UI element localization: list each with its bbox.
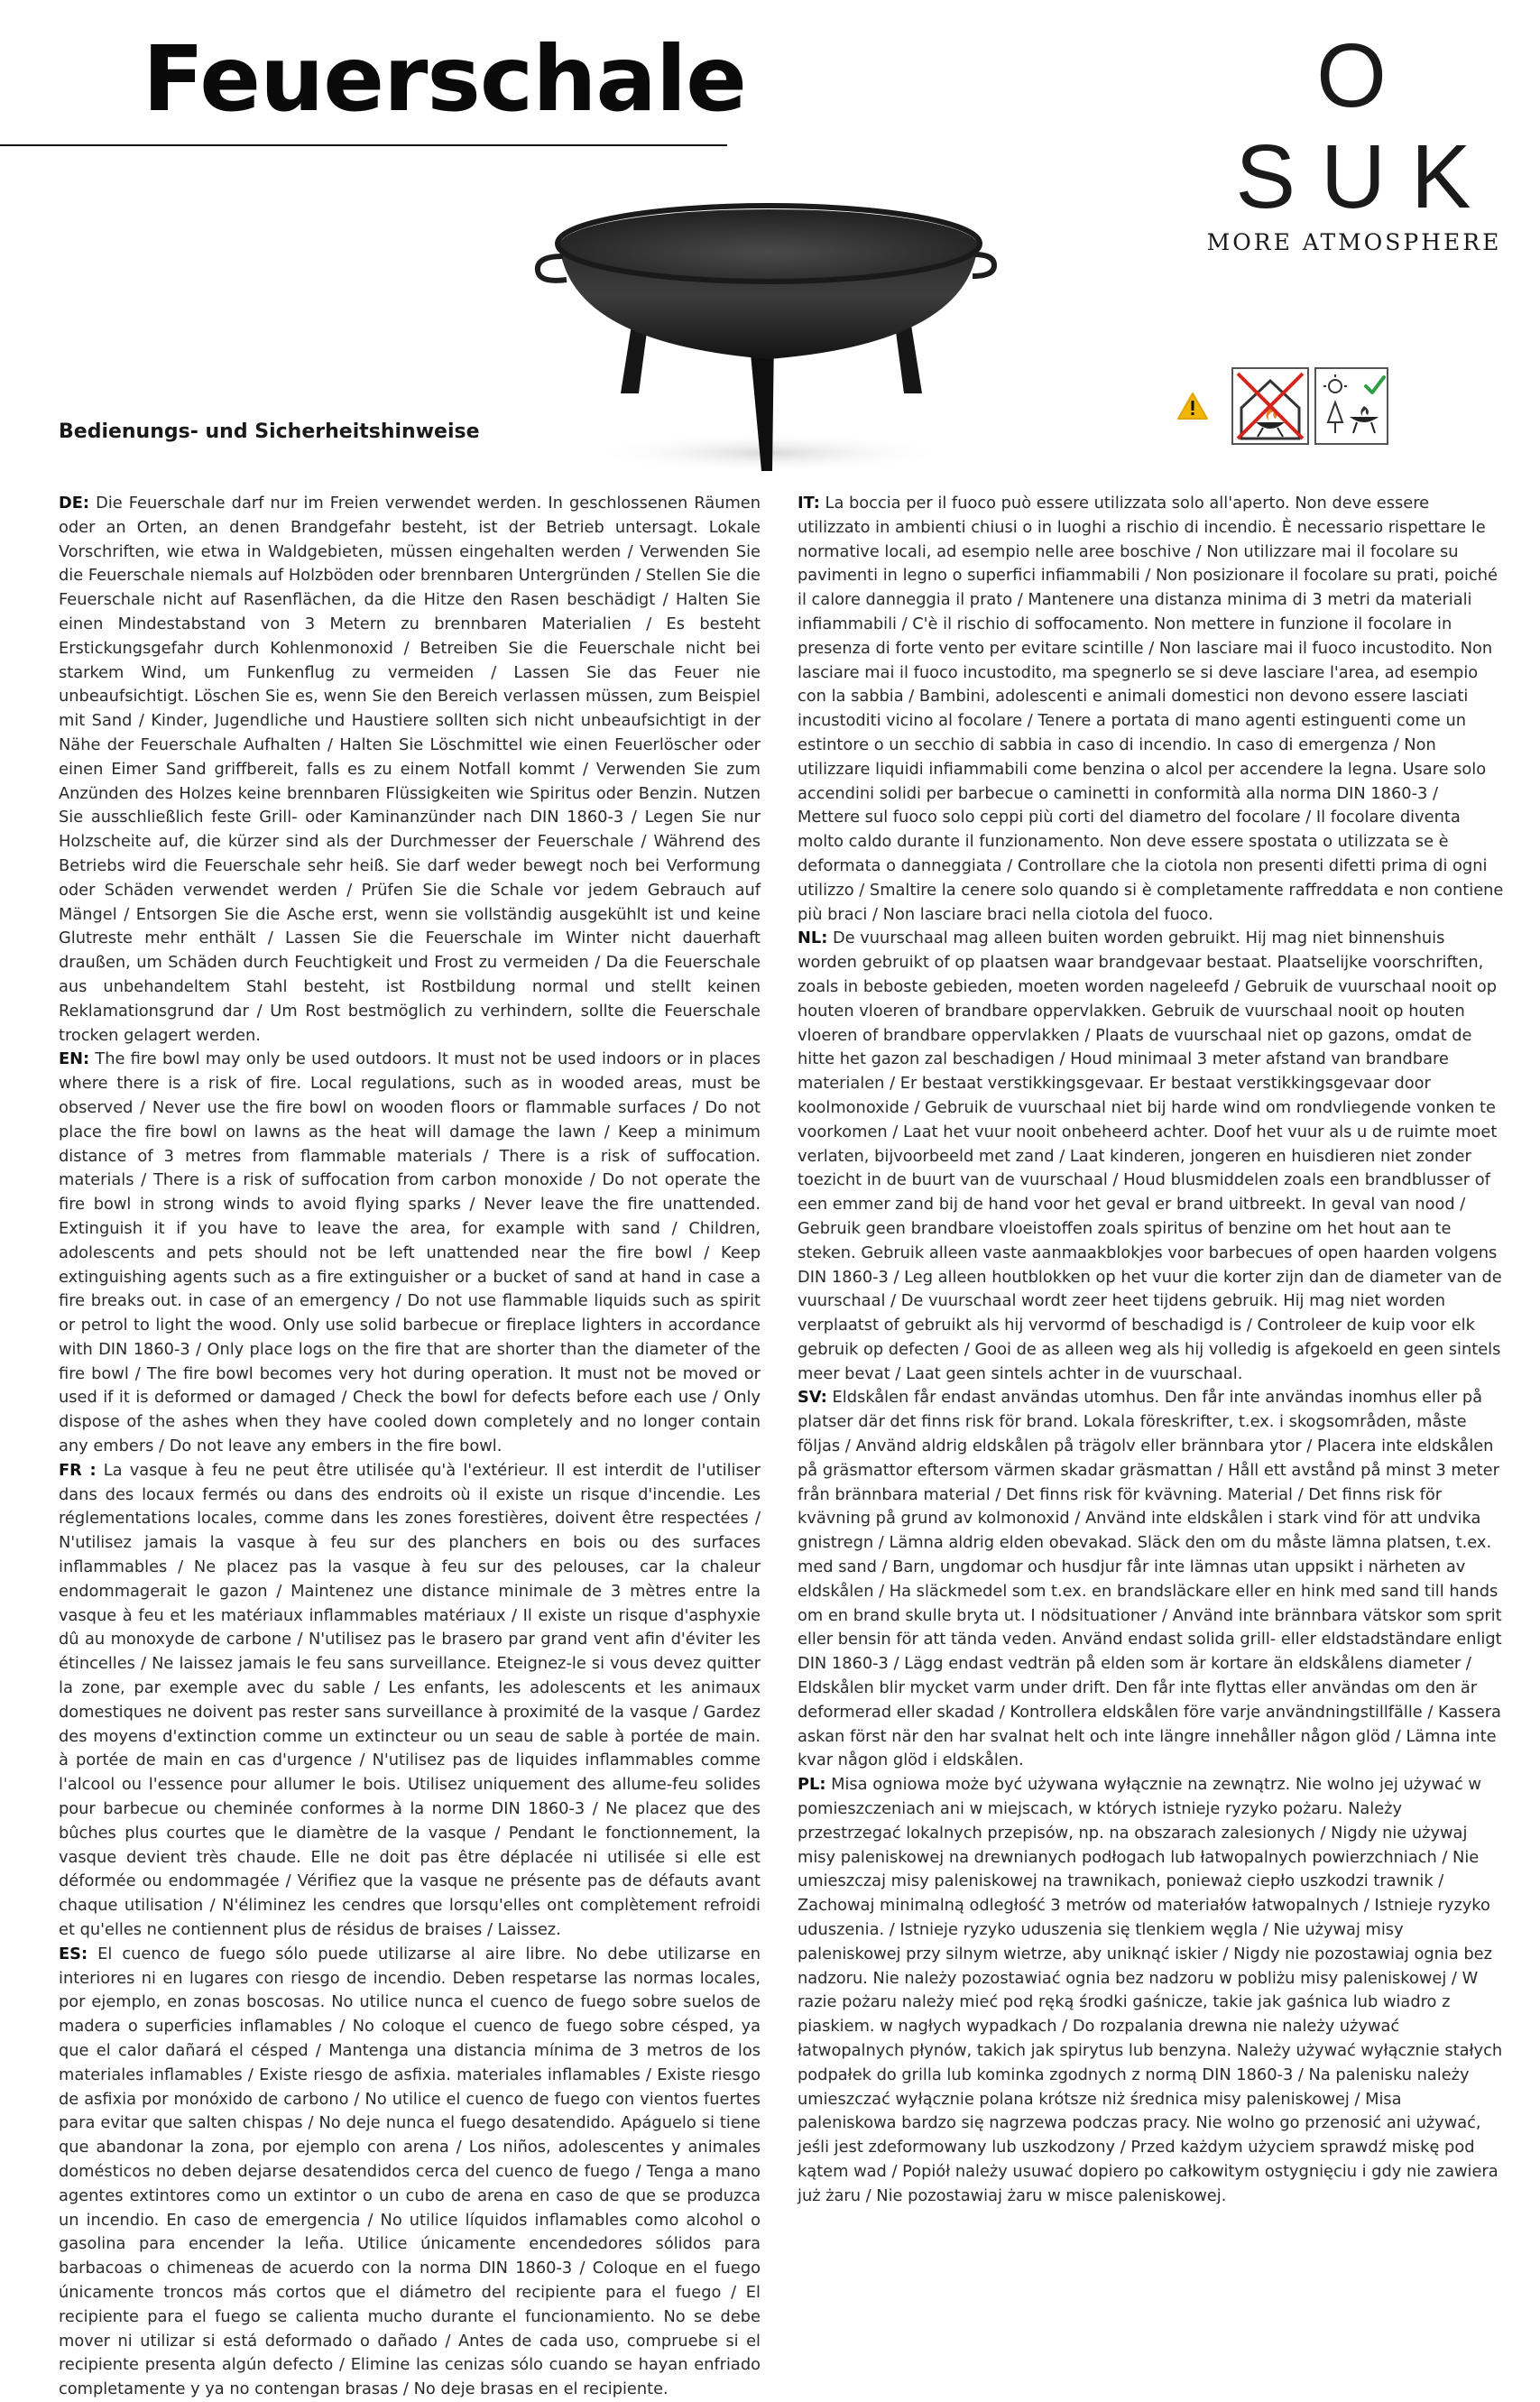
instructions-nl [798, 927, 1505, 1386]
language-label-de: DE: [59, 494, 90, 513]
instructions-es [59, 1943, 761, 2402]
instructions-column-right [798, 492, 1505, 2209]
language-label-pl: PL: [798, 1775, 826, 1795]
bowl-leg-right [895, 325, 922, 393]
instructions-column-left [59, 492, 761, 2402]
page-title: Feuerschale [143, 26, 746, 132]
instructions-text-fr: La vasque à feu ne peut être utilisée qu'à l'extérieur. Il est interdit de l'utiliser dans des locaux fermés ou dans des endroits où il existe un risque d'incendie. Les réglementations locales, comme dans les zones forestières, doivent être respectées / N'utilisez jamais la vasque à feu sur des planchers en bois ou des surfaces inflammables / Ne placez pas la vasque à feu sur des pelouses, car la chaleur endommagerait le gazon / Maintenez une distance minimale de 3 mètres entre la vasque à feu et les matériaux inflammables matériaux / Il existe un risque d'asphyxie dû au monoxyde de carbone / N'utilisez pas le brasero par grand vent afin d'éviter les étincelles / Ne laissez jamais le feu sans surveillance. Eteignez-le si vous devez quitter la zone, par exemple avec du sable / Les enfants, les adolescents et les animaux domestiques ne doivent pas rester sans surveillance à proximité de la vasque / Gardez des moyens d'extinction comme un extincteur ou un seau de sable à portée de main. à portée de main en cas d'urgence / N'utilisez pas de liquides inflammables comme l'alcool ou l'essence pour allumer le bois. Utilisez uniquement des allume-feu solides pour barbecue ou cheminée conformes à la norme DIN 1860-3 / Ne placez que des bûches plus courtes que le diamètre de la vasque / Pendant le fonctionnement, la vasque devient très chaude. Elle ne doit pas être déplacée ni utilisée si elle est déformée ou endommagée / Vérifiez que la vasque ne présente pas de défauts avant chaque utilisation / N'éliminez les cendres que lorsqu'elles ont complètement refroidi et qu'elles ne contiennent plus de résidus de braises / Laissez. [59, 1460, 761, 1940]
bowl-handle-right [973, 254, 994, 276]
instructions-fr [59, 1459, 761, 1943]
instructions-text-es: El cuenco de fuego sólo puede utilizarse al aire libre. No debe utilizarse en interiores ni en lugares con riesgo de incendio. Deben respetarse las normas locales, por ejemplo, en zonas boscosas. No utilice nunca el cuenco de fuego sobre suelos de madera o superficies inflamables / No coloque el cuenco de fuego sobre césped, ya que el calor dañará el césped / Mantenga una distancia mínima de 3 metros de los materiales inflamables / Existe riesgo de asfixia. materiales inflamables / Existe riesgo de asfixia por monóxido de carbono / No utilice el cuenco de fuego con vientos fuertes para evitar que salten chispas / No deje nunca el fuego desatendido. Apáguelo si tiene que abandonar la zona, por ejemplo con arena / Los niños, adolescentes y animales domésticos no deben dejarse desatendidos cerca del cuenco de fuego / Tenga a mano agentes extintores como un extintor o un cubo de arena en caso de que se produzca un incendio. En caso de emergencia / No utilice líquidos inflamables como alcohol o gasolina para encender la leña. Utilice únicamente encendedores sólidos para barbacoas o chimeneas de acuerdo con la norma DIN 1860-3 / Coloque en el fuego únicamente troncos más cortos que el diámetro del recipiente para el fuego / El recipiente para el fuego se calienta mucho durante el funcionamiento. No se debe mover ni utilizar si está deformado o dañado / Antes de cada uso, compruebe si el recipiente presenta algún defecto / Elimine las cenizas sólo cuando se hayan enfriado completamente y ya no contengan brasas / No deje brasas en el recipiente. [59, 1944, 761, 2399]
logo-letter-o: O [1316, 32, 1387, 126]
instructions-sv [798, 1386, 1505, 1773]
no-indoor-fire-icon [1232, 368, 1308, 444]
language-label-es: ES: [59, 1944, 88, 1963]
instructions-text-nl: De vuurschaal mag alleen buiten worden gebruikt. Hij mag niet binnenshuis worden gebruikt of op plaatsen waar brandgevaar bestaat. Plaatselijke voorschriften, zoals in beboste gebieden, moeten worden nageleefd / Gebruik de vuurschaal nooit op houten vloeren of brandbare oppervlakken. Gebruik de vuurschaal nooit op houten vloeren of brandbare oppervlakken / Plaats de vuurschaal niet op gazons, omdat de hitte het gazon zal beschadigen / Houd minimaal 3 meter afstand van brandbare materialen / Er bestaat verstikkingsgevaar. Er bestaat verstikkingsgevaar door koolmonoxide / Gebruik de vuurschaal niet bij harde wind om rondvliegende vonken te voorkomen / Laat het vuur nooit onbeheerd achter. Doof het vuur als u de ruimte moet verlaten, bijvoorbeeld met zand / Laat kinderen, jongeren en huisdieren niet zonder toezicht in de buurt van de vuurschaal / Houd blusmiddelen zoals een brandblusser of een emmer zand bij de hand voor het geval er brand uitbreekt. In geval van nood / Gebruik geen brandbare vloeistoffen zoals spiritus of benzine om het hout aan te steken. Gebruik alleen vaste aanmaakblokjes voor barbecues of open haarden volgens DIN 1860-3 / Leg alleen houtblokken op het vuur die korter zijn dan de diameter van de vuurschaal / De vuurschaal wordt zeer heet tijdens gebruik. Hij mag niet worden verplaatst of gebruikt als hij vervormd of beschadigd is / Controleer de kuip voor elk gebruik op defecten / Gooi de as alleen weg als hij volledig is afgekoeld en geen sintels meer bevat / Laat geen sintels achter in de vuurschaal. [798, 928, 1502, 1383]
instructions-text-it: La boccia per il fuoco può essere utilizzata solo all'aperto. Non deve essere utilizzato in ambienti chiusi o in luoghi a rischio di incendio. È necessario rispettare le normative locali, ad esempio nelle aree boschive / Non utilizzare mai il focolare su pavimenti in legno o superfici infiammabili / Non posizionare il focolare su prati, poiché il calore danneggia il prato / Mantenere una distanza minima di 3 metri da materiali infiammabili / C'è il rischio di soffocamento. Non mettere in funzione il focolare in presenza di forte vento per evitare scintille / Non lasciare mai il fuoco incustodito. Non lasciare mai il fuoco incustodito, ma spegnerlo se si deve lasciare l'area, ad esempio con la sabbia / Bambini, adolescenti e animali domestici non devono essere lasciati incustoditi vicino al focolare / Tenere a portata di mano agenti estinguenti come un estintore o un secchio di sabbia in caso di incendio. In caso di emergenza / Non utilizzare liquidi infiammabili come benzina o alcol per accendere la legna. Usare solo accendini solidi per barbecue o caminetti in conformità alla norma DIN 1860-3 / Mettere sul fuoco solo ceppi più corti del diametro del focolare / Il focolare diventa molto caldo durante il funzionamento. Non deve essere spostata o utilizzata se è deformata o danneggiata / Controllare che la ciotola non presenti difetti prima di ogni utilizzo / Smaltire la cenere solo quando si è completamente raffreddata e non contiene più braci / Non lasciare braci nella ciotola del fuoco. [798, 494, 1504, 924]
language-label-it: IT: [798, 494, 820, 513]
language-label-fr: FR : [59, 1460, 97, 1480]
section-heading: Bedienungs- und Sicherheitshinweise [59, 420, 480, 443]
instructions-text-pl: Misa ogniowa może być używana wyłącznie na zewnątrz. Nie wolno jej używać w pomieszczeniach ani w miejscach, w których istnieje ryzyko pożaru. Należy przestrzegać lokalnych przepisów, np. na obszarach zalesionych / Nigdy nie używaj misy paleniskowej na drewnianych podłogach lub łatwopalnych powierzchniach / Nie umieszczaj misy paleniskowej na trawnikach, ponieważ ciepło uszkodzi trawnik / Zachowaj minimalną odległość 3 metrów od materiałów łatwopalnych / Istnieje ryzyko uduszenia. / Istnieje ryzyko uduszenia się tlenkiem węgla / Nie używaj misy paleniskowej przy silnym wietrze, aby uniknąć iskier / Nigdy nie pozostawiaj ognia bez nadzoru. Nie należy pozostawiać ognia bez nadzoru w pobliżu misy paleniskowej / W razie pożaru należy mieć pod ręką środki gaśnicze, takie jak gaśnica lub wiadro z piaskiem. w nagłych wypadkach / Do rozpalania drewna nie należy używać łatwopalnych płynów, takich jak spirytus lub benzyna. Należy używać wyłącznie stałych podpałek do grilla lub kominka zgodnych z normą DIN 1860-3 / Na palenisku należy umieszczać wyłącznie polana krótsze niż średnica misy paleniskowej / Misa paleniskowa bardzo się nagrzewa podczas pracy. Nie wolno go przenosić ani używać, jeśli jest zdeformowany lub uszkodzony / Przed każdym użyciem sprawdź miskę pod kątem wad / Popiół należy usuwać dopiero po całkowitym ostygnięciu i gdy nie zawiera już żaru / Nie pozostawiaj żaru w misce paleniskowej. [798, 1775, 1503, 2205]
title-underline [0, 144, 727, 146]
instructions-text-de: Die Feuerschale darf nur im Freien verwendet werden. In geschlossenen Räumen oder an Orten, an denen Brandgefahr besteht, ist der Betrieb untersagt. Lokale Vorschriften, wie etwa in Waldgebieten, müssen eingehalten werden / Verwenden Sie die Feuerschale niemals auf Holzböden oder brennbaren Untergründen / Stellen Sie die Feuerschale nicht auf Rasenflächen, da die Hitze den Rasen beschädigt / Halten Sie einen Mindestabstand von 3 Metern zu brennbaren Materialien / Es besteht Erstickungsgefahr durch Kohlenmonoxid / Betreiben Sie die Feuerschale nicht bei starkem Wind, um Funkenflug zu vermeiden / Lassen Sie das Feuer nie unbeaufsichtigt. Löschen Sie es, wenn Sie den Bereich verlassen müssen, zum Beispiel mit Sand / Kinder, Jugendliche und Haustiere sollten sich nicht unbeaufsichtigt in der Nähe der Feuerschale Aufhalten / Halten Sie Löschmittel wie einen Feuerlöscher oder einen Eimer Sand griffbereit, falls es zu einem Notfall kommt / Verwenden Sie zum Anzünden des Holzes keine brennbaren Flüssigkeiten wie Spiritus oder Benzin. Nutzen Sie ausschließlich feste Grill- oder Kaminanzünder nach DIN 1860-3 / Legen Sie nur Holzscheite auf, die kürzer sind als der Durchmesser der Feuerschale / Während des Betriebs wird die Feuerschale sehr heiß. Sie darf weder bewegt noch bei Verformung oder Schäden verwendet werden / Prüfen Sie die Schale vor jedem Gebrauch auf Mängel / Entsorgen Sie die Asche erst, wenn sie vollständig ausgekühlt ist und keine Glutreste mehr enthält / Lassen Sie die Feuerschale im Winter nicht dauerhaft draußen, um Schäden durch Feuchtigkeit und Frost zu vermeiden / Da die Feuerschale aus unbehandeltem Stahl besteht, ist Rostbildung normal und stellt keinen Reklamationsgrund dar / Um Rost bestmöglich zu verhindern, sollte die Feuerschale trocken gelagert werden. [59, 494, 761, 1045]
safety-icons-group [1173, 366, 1389, 448]
language-label-sv: SV: [798, 1388, 827, 1408]
language-label-en: EN: [59, 1049, 90, 1069]
language-label-nl: NL: [798, 928, 828, 948]
instructions-it [798, 492, 1505, 927]
fire-bowl-image [532, 189, 1001, 487]
logo-letters-suk: S U K [1235, 126, 1471, 227]
bowl-leg-left [621, 325, 648, 393]
instructions-de [59, 492, 761, 1048]
bowl-handle-left [538, 256, 567, 281]
brand-logo [1191, 32, 1516, 267]
instructions-pl [798, 1773, 1505, 2208]
instructions-en [59, 1048, 761, 1459]
instructions-text-en: The fire bowl may only be used outdoors. It must not be used indoors or in places where there is a risk of fire. Local regulations, such as in wooded areas, must be observed / Never use the fire bowl on wooden floors or flammable surfaces / Do not place the fire bowl on lawns as the heat will damage the lawn / Keep a minimum distance of 3 metres from flammable materials / There is a risk of suffocation. materials / There is a risk of suffocation from carbon monoxide / Do not operate the fire bowl in strong winds to avoid flying sparks / Never leave the fire unattended. Extinguish it if you have to leave the area, for example with sand / Children, adolescents and pets should not be left unattended near the fire bowl / Keep extinguishing agents such as a fire extinguisher or a bucket of sand at hand in case a fire breaks out. in case of an emergency / Do not use flammable liquids such as spirit or petrol to light the wood. Only use solid barbecue or fireplace lighters in accordance with DIN 1860-3 / Only place logs on the fire that are shorter than the diameter of the fire bowl / The fire bowl becomes very hot during operation. It must not be moved or used if it is deformed or damaged / Check the bowl for defects before each use / Only dispose of the ashes when they have cooled down completely and no longer contain any embers / Do not leave any embers in the fire bowl. [59, 1049, 761, 1456]
instructions-text-sv: Eldskålen får endast användas utomhus. Den får inte användas inomhus eller på platser där det finns risk för brand. Lokala föreskrifter, t.ex. i skogsområden, måste följas / Använd aldrig eldskålen på trägolv eller brännbara ytor / Placera inte eldskålen på gräsmattor eftersom värmen skadar gräsmattan / Håll ett avstånd på minst 3 meter från brännbara material / Det finns risk för kvävning. Material / Det finns risk för kvävning på grund av kolmonoxid / Använd inte eldskålen i stark vind för att undvika gnistregn / Lämna aldrig elden obevakad. Släck den om du måste lämna platsen, t.ex. med sand / Barn, ungdomar och husdjur får inte lämnas utan uppsikt i närheten av eldskålen / Ha släckmedel som t.ex. en brandsläckare eller en hink med sand till hands om en brand skulle bryta ut. I nödsituationer / Använd inte brännbara vätskor som sprit eller bensin för att tända veden. Använd endast solida grill- eller eldstadständare enligt DIN 1860-3 / Lägg endast vedträn på elden som är kortare än eldskålens diameter / Eldskålen blir mycket varm under drift. Den får inte flyttas eller användas om den är deformerad eller skadad / Kontrollera eldskålen före varje användningstillfälle / Kassera askan först när den har svalnat helt och inte längre innehåller någon glöd / Lämna inte kvar någon glöd i eldskålen. [798, 1388, 1502, 1770]
warning-icon [1178, 393, 1207, 419]
outdoor-use-allowed-icon [1315, 368, 1388, 444]
brand-tagline: MORE ATMOSPHERE [1206, 229, 1502, 255]
